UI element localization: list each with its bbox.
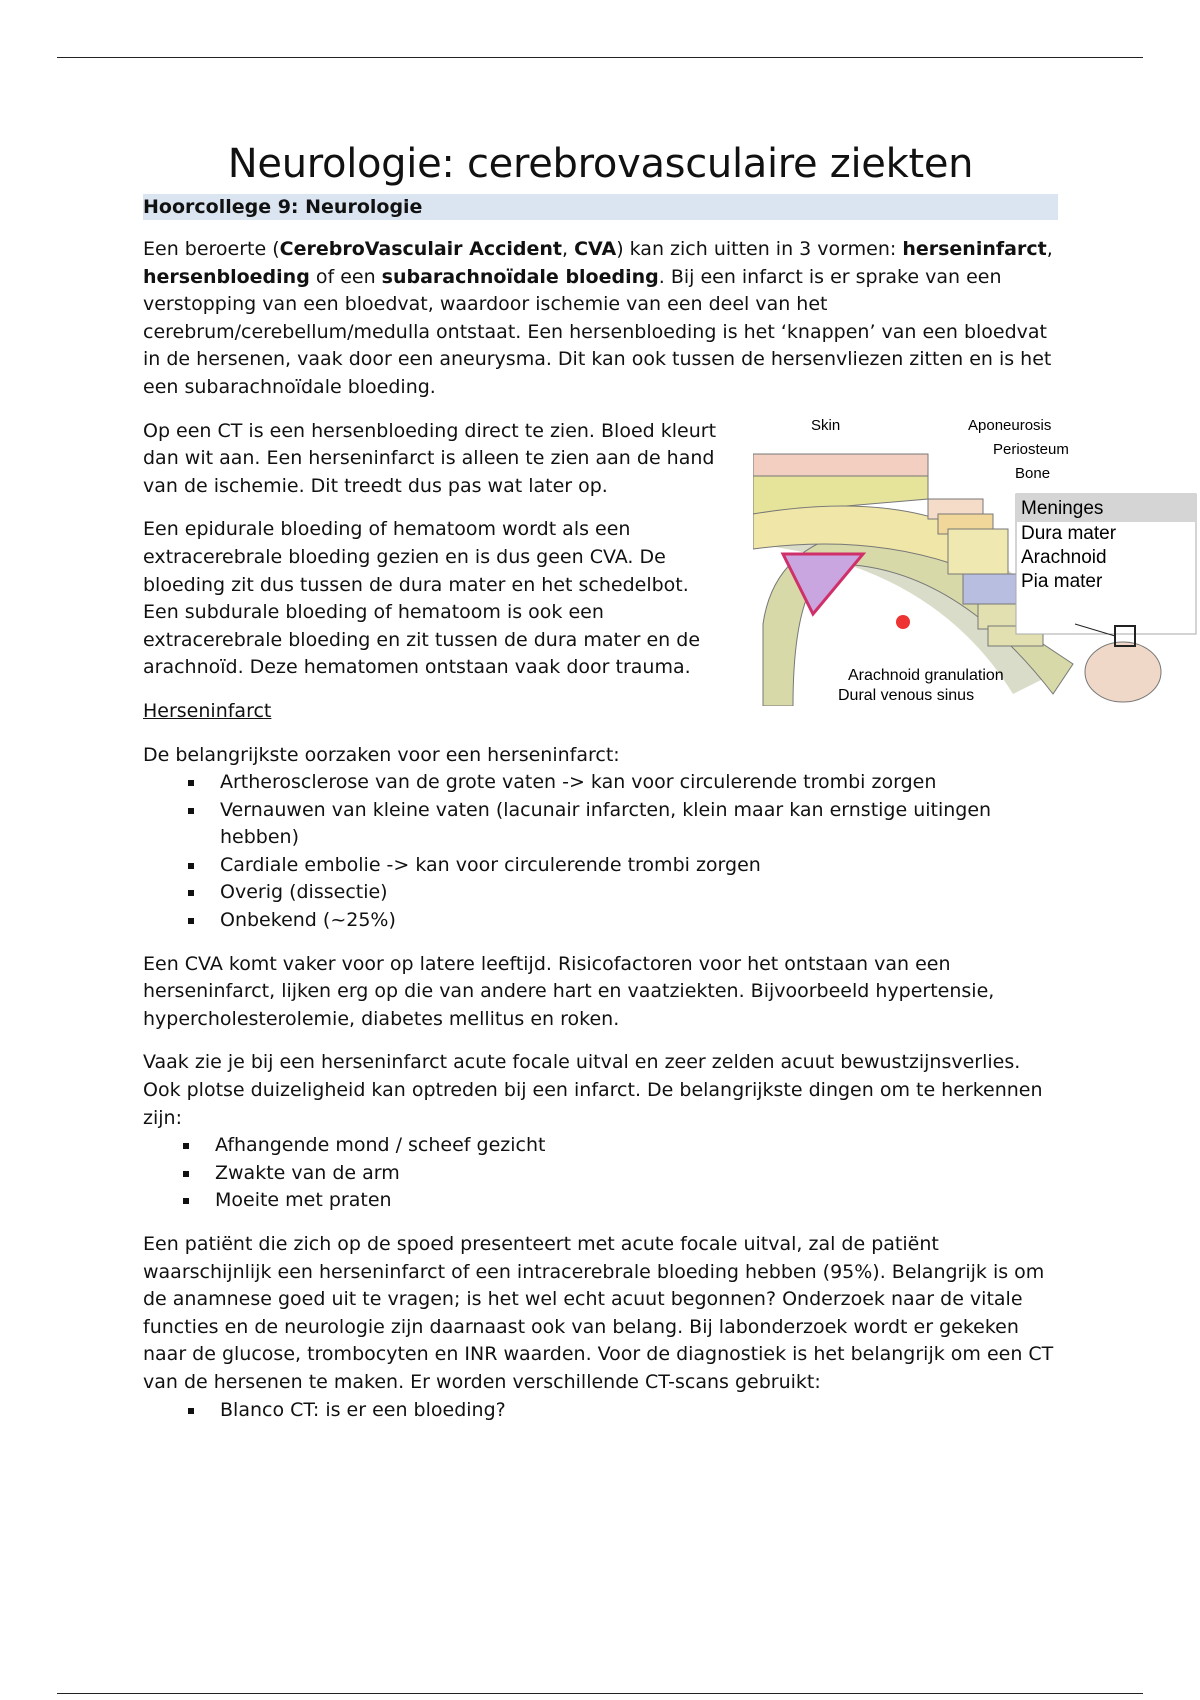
bold-term: subarachnoïdale bloeding — [381, 265, 659, 288]
list-item: Artherosclerose van de grote vaten -> kan voor circulerende trombi zorgen — [220, 769, 1058, 797]
paragraph-symptoms: Vaak zie je bij een herseninfarct acute focale uitval en zeer zelden acuut bewustzijnsverlies. Ook plotse duizeligheid kan optreden bij een infarct. De belangrijkste dingen om te herkennen zijn: — [143, 1051, 1043, 1129]
paragraph-intro — [143, 236, 1058, 402]
section-heading: Hoorcollege 9: Neurologie — [143, 194, 1058, 220]
text: Een beroerte ( — [143, 238, 280, 260]
paragraph-causes-intro: De belangrijkste oorzaken voor een herseninfarct: — [143, 743, 620, 766]
list-item: Zwakte van de arm — [215, 1160, 1058, 1188]
text: of een — [309, 265, 382, 288]
text: , — [1046, 238, 1053, 260]
bold-term: hersenbloeding — [143, 265, 310, 288]
label-dural-venous-sinus: Dural venous sinus — [838, 686, 975, 704]
signs-list — [143, 1132, 1058, 1215]
list-item: Cardiale embolie -> kan voor circulerende trombi zorgen — [220, 852, 1058, 880]
label-dura-mater: Dura mater — [1021, 522, 1117, 544]
bold-term: CVA — [574, 238, 617, 260]
list-item: Blanco CT: is er een bloeding? — [220, 1397, 1058, 1425]
text: , — [562, 238, 575, 260]
list-item: Afhangende mond / scheef gezicht — [215, 1132, 1058, 1160]
label-arachnoid-granulation: Arachnoid granulation — [848, 666, 1004, 684]
list-item: Onbekend (~25%) — [220, 907, 1058, 935]
subheading-herseninfarct: Herseninfarct — [143, 699, 272, 722]
paragraph-diagnostics: Een patiënt die zich op de spoed presenteert met acute focale uitval, zal de patiënt waarschijnlijk een herseninfarct of een intracerebrale bloeding hebben (95%). Belangrijk is om de anamnese goed uit te vragen; is het wel echt acuut begonnen? Onderzoek naar de vitale functies en de neurologie zijn daarnaast ook van belang. Bij labonderzoek wordt er gekeken naar de glucose, trombocyten en INR waarden. Voor de diagnostiek is het belangrijk om een CT van de hersenen te maken. Er worden verschillende CT-scans gebruikt: — [143, 1233, 1054, 1393]
label-arachnoid: Arachnoid — [1021, 546, 1107, 568]
text: . Bij een infarct is er sprake van een verstopping van een bloedvat, waardoor ischemie van een deel van het cerebrum/cerebellum/medulla ontstaat. Een hersenbloeding is het ‘knappen’ van een bloedvat in de hersenen, vaak door een aneurysma. Dit kan ook tussen de hersenvliezen zitten en is het een subarachnoïdale bloeding. — [143, 265, 1052, 398]
ct-types-list — [143, 1397, 1058, 1425]
list-item: Overig (dissectie) — [220, 879, 1058, 907]
label-aponeurosis: Aponeurosis — [968, 416, 1052, 434]
paragraph-risk-factors: Een CVA komt vaker voor op latere leeftijd. Risicofactoren voor het ontstaan van een herseninfarct, lijken erg op die van andere hart en vaatziekten. Bijvoorbeeld hypertensie, hypercholesterolemie, diabetes mellitus en roken. — [143, 952, 995, 1030]
list-item: Moeite met praten — [215, 1187, 1058, 1215]
header-rule — [57, 57, 1143, 58]
document-page — [143, 140, 1117, 1440]
paragraph-hematoma: Een epidurale bloeding of hematoom wordt als een extracerebrale bloeding gezien en is dus geen CVA. De bloeding zit dus tussen de dura mater en het schedelbot. Een subdurale bloeding of hematoom is ook een extracerebrale bloeding en zit tussen de dura mater en de arachnoïd. Deze hematomen ontstaan vaak door trauma. — [143, 518, 701, 679]
label-skin: Skin — [811, 416, 841, 434]
bold-term: herseninfarct — [902, 238, 1047, 260]
label-bone: Bone — [1015, 464, 1051, 482]
page-title: Neurologie: cerebrovasculaire ziekten — [227, 141, 974, 187]
footer-rule — [57, 1693, 1143, 1694]
text: ) kan zich uitten in 3 vormen: — [616, 238, 903, 260]
paragraph-ct: Op een CT is een hersenbloeding direct te zien. Bloed kleurt dan wit aan. Een herseninfarct is alleen te zien aan de hand van de ischemie. Dit treedt dus pas wat later op. — [143, 419, 717, 497]
meninges-diagram — [753, 414, 1198, 706]
causes-list — [143, 769, 1058, 935]
label-periosteum: Periosteum — [993, 440, 1069, 458]
list-item: Vernauwen van kleine vaten (lacunair infarcten, klein maar kan ernstige uitingen hebben) — [220, 797, 1058, 852]
label-pia-mater: Pia mater — [1021, 570, 1103, 592]
bold-term: CerebroVasculair Accident — [279, 238, 563, 260]
label-meninges: Meninges — [1021, 497, 1104, 519]
